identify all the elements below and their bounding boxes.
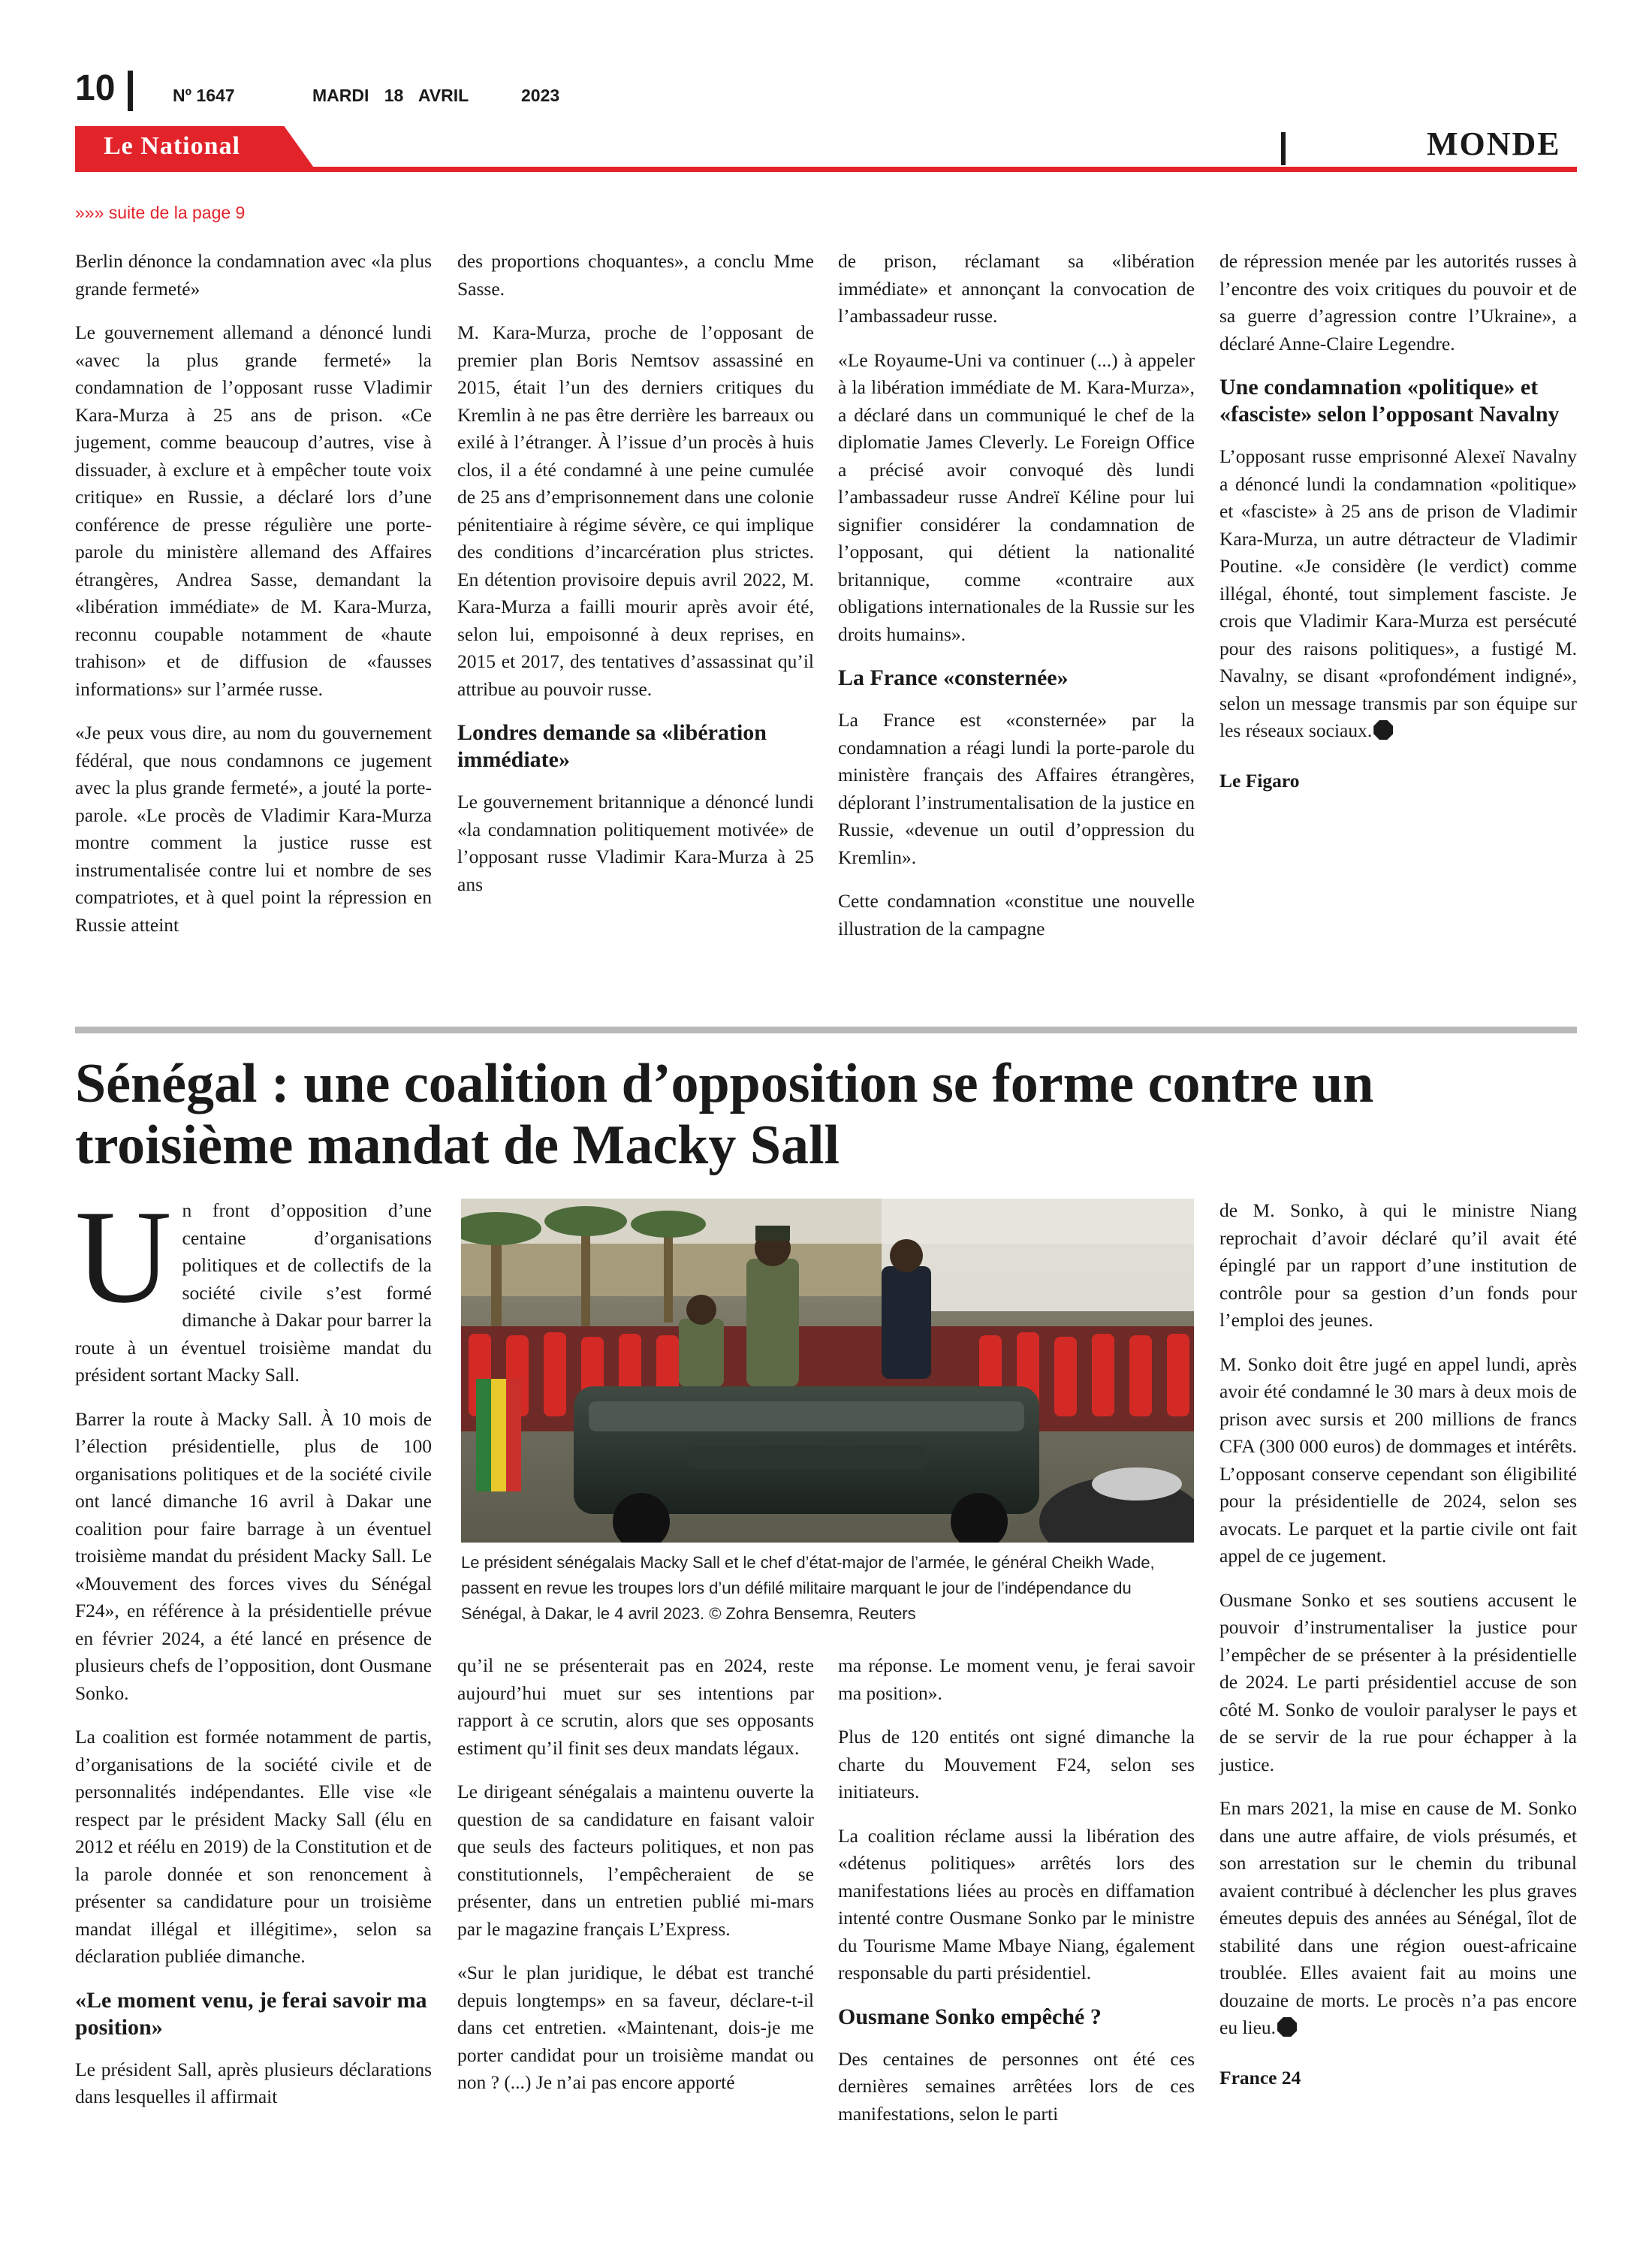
subheading: Ousmane Sonko empêché ? bbox=[838, 2004, 1102, 2029]
issue-number: Nº 1647 bbox=[173, 86, 235, 105]
article1-column-4 bbox=[1219, 248, 1577, 811]
paragraph: Cette condamnation «constitue une nouvelle illustration de la campagne bbox=[838, 890, 1195, 940]
page-number: 10 bbox=[75, 68, 116, 108]
end-mark-icon bbox=[1277, 2017, 1297, 2037]
paragraph: Des centaines de personnes ont été ces dernières semaines arrêtées lors de ces manifestations, selon le parti bbox=[838, 2047, 1195, 2125]
publication-date: MARDI 18 AVRIL bbox=[312, 86, 469, 105]
paragraph-text: En mars 2021, la mise en cause de M. Sonko dans une autre affaire, de viols présumés, et son arrestation sur le chemin du tribunal avaient contribué à déclencher les plus graves émeutes depuis des années au Sénégal, îlot de stabilité dans une région ouest-africaine troublée. Elles avaient fait au moins une douzaine de morts. Le procès n’a pas encore eu lieu. bbox=[1219, 1797, 1577, 2038]
paragraph: La France est «consternée» par la condamnation a réagi lundi la porte-parole du ministère français des Affaires étrangères, déplorant l’instrumentalisation de la justice en Russie, «devenue un outil d’oppression du Kremlin». bbox=[838, 709, 1195, 868]
news-photo bbox=[461, 1199, 1194, 1543]
subheading: La France «consternée» bbox=[838, 665, 1069, 690]
article2-column-2 bbox=[457, 1652, 814, 2113]
article2-column-3 bbox=[838, 1652, 1195, 2144]
paragraph: Le président Sall, après plusieurs déclarations dans lesquelles il affirmait bbox=[75, 2058, 432, 2107]
parade-photo-illustration bbox=[461, 1199, 1194, 1543]
paragraph-text: L’opposant russe emprisonné Alexeï Navalny a dénoncé lundi la condamnation «politique» et «fasciste» à 25 ans de prison de Vladimir Kara-Murza, un autre détracteur de Vladimir Poutine. «Je considère (le verdict) comme illégal, éhonté, tout simplement fasciste. Je crois que Vladimir Kara-Murza est persécuté pour des raisons politiques», a fustigé M. Navalny, se disant «profondément indigné», selon un message transmis par son équipe sur les réseaux sociaux. bbox=[1219, 445, 1577, 741]
paragraph bbox=[1219, 443, 1577, 745]
end-mark-icon bbox=[1373, 720, 1393, 740]
subheading: Une condamnation «politique» et «fasciste» selon l’opposant Navalny bbox=[1219, 375, 1560, 427]
header-rule bbox=[75, 167, 1577, 172]
paragraph: «Je peux vous dire, au nom du gouvernement fédéral, que nous condamnons ce jugement avec la plus grande fermeté», a jouté la porte-parole. «Le procès de Vladimir Kara-Murza montre comment la justice russe est instrumentalisée contre lui et nombre de ses compatriotes, et à quel point la répression en Russie atteint bbox=[75, 722, 432, 936]
article2-column-1 bbox=[75, 1182, 432, 2128]
paragraph: qu’il ne se présenterait pas en 2024, reste aujourd’hui muet sur ses intentions par rapport à ce scrutin, alors que ses opposants estiment qu’il finit ses deux mandats légaux. bbox=[457, 1654, 814, 1759]
drop-cap: U bbox=[75, 1182, 172, 1331]
brand-logo: Le National bbox=[104, 132, 240, 160]
paragraph: «Sur le plan juridique, le débat est tranché depuis longtemps» en sa faveur, déclare-t-il dans cet entretien. «Maintenant, dois-je me porter candidat pour un troisième mandat ou non ? (...) Je n’ai pas encore apporté bbox=[457, 1962, 814, 2093]
paragraph: La coalition réclame aussi la libération des «détenus politiques» arrêtés lors des manifestations liées au procès en diffamation intenté contre Ousmane Sonko par le ministre du Tourisme Mame Mbaye Niang, également responsable du parti présidentiel. bbox=[838, 1824, 1195, 1983]
paragraph: des proportions choquantes», a conclu Mme Sasse. bbox=[457, 250, 814, 300]
article-source: Le Figaro bbox=[1219, 769, 1300, 792]
paragraph: Le dirigeant sénégalais a maintenu ouverte la question de sa candidature en faisant valoir que seuls des facteurs politiques, et non pas constitutionnels, l’empêcheraient de se présenter, dans un entretien publié mi-mars par le magazine français L’Express. bbox=[457, 1781, 814, 1940]
paragraph: Le gouvernement allemand a dénoncé lundi «avec la plus grande fermeté» la condamnation de l’opposant russe Vladimir Kara-Murza à 25 ans de prison. «Ce jugement, comme beaucoup d’autres, vise à dissuader, à exclure et à empêcher toute voix critique» en Russie, a déclaré lors d’une conférence de presse régulière une porte-parole du ministère allemand des Affaires étrangères, Andrea Sasse, demandant la «libération immédiate» de M. Kara-Murza, reconnu coupable notamment de «haute trahison» et de diffusion de «fausses informations» sur l’armée russe. bbox=[75, 321, 432, 700]
article1-column-1 bbox=[75, 248, 432, 955]
paragraph: de M. Sonko, à qui le ministre Niang reprochait d’avoir déclaré qu’il avait été épinglé par un rapport d’une institution de contrôle pour sa gestion d’un fonds pour l’emploi des jeunes. bbox=[1219, 1199, 1577, 1331]
article-separator bbox=[75, 1027, 1577, 1033]
article-source: France 24 bbox=[1219, 2066, 1301, 2089]
paragraph bbox=[1219, 1795, 1577, 2042]
paragraph: M. Kara-Murza, proche de l’opposant de premier plan Boris Nemtsov assassiné en 2015, était l’un des derniers critiques du Kremlin à ne pas être derrière les barreaux ou exilé à l’étranger. À l’issue d’un procès à huis clos, il a été condamné à une peine cumulée de 25 ans d’emprisonnement dans une colonie pénitentiaire à régime sévère, ce qui implique des conditions d’incarcération plus strictes. En détention provisoire depuis avril 2022, M. Kara-Murza a failli mourir après avoir été, selon lui, empoisonné à deux reprises, en 2015 et 2017, des tentatives d’assassinat qu’il attribue au pouvoir russe. bbox=[457, 321, 814, 700]
article1-column-3 bbox=[838, 248, 1195, 959]
header-divider bbox=[128, 71, 133, 111]
section-title: MONDE bbox=[1427, 125, 1561, 162]
paragraph: La coalition est formée notamment de partis, d’organisations de la société civile et de personnalités indépendantes. Elle vise «le respect par le président Macky Sall (élu en 2012 et réélu en 2019) de la Constitution et de la parole donnée et son renoncement à présenter sa candidature pour un troisième mandat illégal et illégitime», selon sa déclaration publiée dimanche. bbox=[75, 1726, 432, 1967]
paragraph-text: n front d’opposition d’une centaine d’organisations politiques et de collectifs de la société civile s’est formé dimanche à Dakar pour barrer la route à un éventuel troisième mandat du président sortant Macky Sall. bbox=[75, 1199, 432, 1386]
paragraph: Plus de 120 entités ont signé dimanche la charte du Mouvement F24, selon ses initiateurs. bbox=[838, 1726, 1195, 1802]
article1-column-2 bbox=[457, 248, 814, 915]
subheading: Londres demande sa «libération immédiate» bbox=[457, 720, 767, 772]
continued-from: »»» suite de la page 9 bbox=[75, 203, 246, 222]
paragraph: ma réponse. Le moment venu, je ferai savoir ma position». bbox=[838, 1654, 1195, 1704]
paragraph: «Le Royaume-Uni va continuer (...) à appeler à la libération immédiate de M. Kara-Murza», a déclaré dans un communiqué le chef de la diplomatie James Cleverly. Le Foreign Office a précisé avoir convoqué dès lundi l’ambassadeur russe Andreï Kéline pour lui signifier considérer la condamnation de l’opposant, qui détient la nationalité britannique, comme «contraire aux obligations internationales de la Russie sur les droits humains». bbox=[838, 348, 1195, 645]
subheading: «Le moment venu, je ferai savoir ma position» bbox=[75, 1987, 427, 2040]
article2-column-4 bbox=[1219, 1197, 1577, 2108]
paragraph: de prison, réclamant sa «libération immédiate» et annonçant la convocation de l’ambassadeur russe. bbox=[838, 250, 1195, 327]
paragraph: Le gouvernement britannique a dénoncé lundi «la condamnation politiquement motivée» de l’opposant russe Vladimir Kara-Murza à 25 ans bbox=[457, 791, 814, 895]
article-headline: Sénégal : une coalition d’opposition se forme contre un troisième mandat de Macky Sall bbox=[75, 1053, 1374, 1176]
photo-caption: Le président sénégalais Macky Sall et le chef d’état-major de l’armée, le général Cheikh Wade, passent en revue les troupes lors d’un défilé militaire marquant le jour de l’indépendance du Sénégal, à Dakar, le 4 avril 2023. © Zohra Bensemra, Reuters bbox=[461, 1553, 1155, 1623]
lead-paragraph bbox=[75, 1182, 432, 1389]
paragraph: Berlin dénonce la condamnation avec «la plus grande fermeté» bbox=[75, 250, 432, 300]
paragraph: Ousmane Sonko et ses soutiens accusent le pouvoir d’instrumentaliser la justice pour l’empêcher de se présenter à la présidentielle de 2024. Le parti présidentiel accuse de son côté M. Sonko de vouloir paralyser le pays et de se servir de la rue pour échapper à la justice. bbox=[1219, 1588, 1577, 1775]
section-divider bbox=[1281, 132, 1286, 165]
paragraph: M. Sonko doit être jugé en appel lundi, après avoir été condamné le 30 mars à deux mois de prison avec sursis et 200 millions de francs CFA (300 000 euros) de dommages et intérêts. L’opposant conserve cependant son éligibilité pour la présidentielle de 2024, selon ses avocats. Le parquet et la partie civile ont fait appel de ce jugement. bbox=[1219, 1353, 1577, 1567]
publication-year: 2023 bbox=[521, 86, 560, 105]
paragraph: Barrer la route à Macky Sall. À 10 mois de l’élection présidentielle, plus de 100 organisations politiques et de la société civile ont lancé dimanche 16 avril à Dakar une coalition pour faire barrage à un éventuel troisième mandat du président Macky Sall. Le «Mouvement des forces vives du Sénégal F24», en référence à la présidentielle prévue en février 2024, a été lancé en présence de plusieurs chefs de l’opposition, dont Ousmane Sonko. bbox=[75, 1407, 432, 1704]
paragraph: de répression menée par les autorités russes à l’encontre des voix critiques du pouvoir et de sa guerre d’agression contre l’Ukraine», a déclaré Anne-Claire Legendre. bbox=[1219, 250, 1577, 354]
